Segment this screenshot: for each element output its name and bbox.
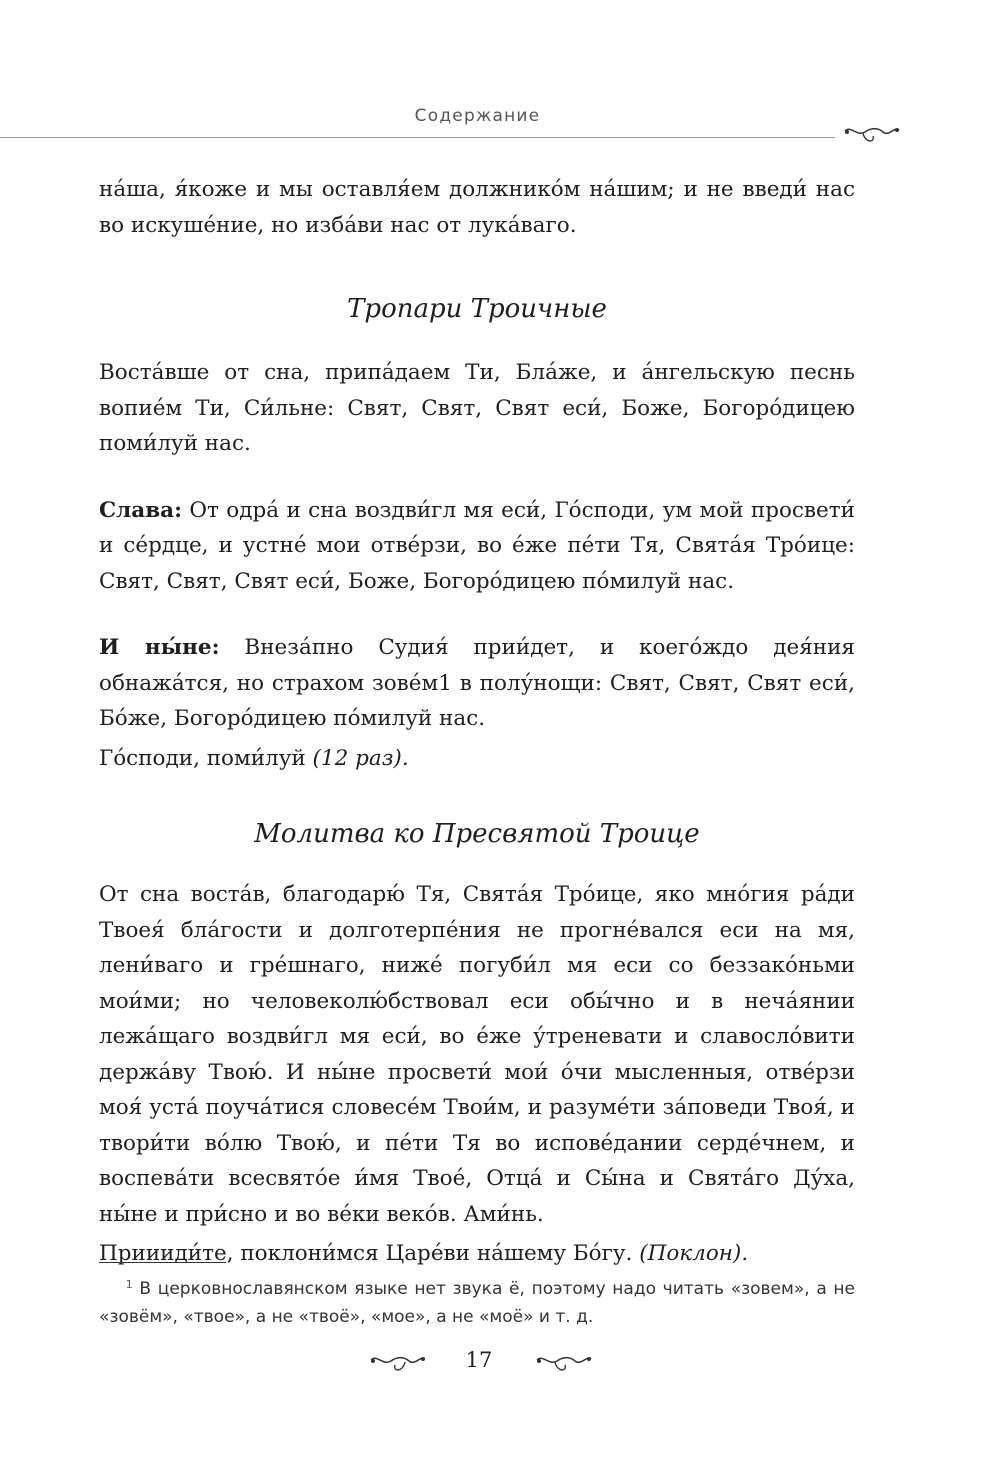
trinity-prayer: От сна воста́в, благодарю́ Тя, Свята́я Тро́ице, яко мно́гия ра́ди Твоея́ бла́гости и долготерпе́ния не прогне́вался еси на мя, лени́ваго и гре́шнаго, ниже́ погуби́л мя еси со беззако́ньми мои́ми; но человеколю́бствовал еси обы́чно и в неча́янии лежа́щаго воздви́гл мя еси́, во е́же у́треневати и славосло́вити держа́ву Твою́. И ны́не просвети́ мои́ о́чи мысленныя, отве́рзи моя́ уста́ поуча́тися словесе́м Твои́м, и разуме́ти за́поведи Твоя́, и твори́ти во́лю Твою́, и пе́ти Тя во испове́дании серде́чнем, и воспева́ти всесвято́е и́мя Твое́, Отца́ и Сы́на и Свята́го Ду́ха, ны́не и при́сно и во ве́ки веко́в. Ами́нь. (99, 882, 855, 1227)
footnote-marker: 1 (125, 1278, 133, 1291)
lord-mercy-note: (12 раз). (312, 745, 409, 771)
flourish-icon (843, 123, 901, 147)
section-title-trinity-prayer: Молитва ко Пресвятой Троице (254, 819, 700, 849)
closing-line (99, 1236, 855, 1272)
page-body (99, 172, 855, 1272)
lord-mercy-text: Го́споди, поми́луй (99, 745, 306, 771)
section-title-troparia: Тропари Троичные (347, 294, 607, 324)
now-text: Внеза́пно Судия́ прии́дет, и коего́ждо дея́ния обнажа́тся, но страхом зове́м1 в полу́нощи: Свят, Свят, Свят еси́, Бо́же, Богоро́дицею по́милуй нас. (99, 635, 855, 731)
footnote (99, 1271, 855, 1331)
closing-text: Приииди́те, поклони́мся Царе́ви на́шему Бо́гу. (99, 1241, 633, 1266)
flourish-left-icon (369, 1352, 427, 1376)
intro-paragraph: на́ша, я́коже и мы оставля́ем должнико́м на́шим; и не введи́ нас во искуше́ние, но изба́ви нас от лука́ваго. (99, 177, 855, 238)
page-number: 17 (465, 1348, 493, 1372)
lord-have-mercy (99, 741, 855, 777)
header-rule (0, 137, 835, 138)
running-title: Содержание (414, 106, 541, 126)
glory-text: От одра́ и сна воздви́гл мя еси́, Го́споди, ум мой просвети́ и се́рдце, и устне́ мои отве́рзи, во е́же пе́ти Тя, Свята́я Тро́ице: Свят, Свят, Свят еси́, Боже, Богоро́дицею по́милуй нас. (99, 497, 855, 594)
flourish-right-icon (535, 1352, 593, 1376)
glory-label: Слава: (99, 497, 183, 523)
closing-note: (Поклон). (639, 1241, 749, 1266)
footnote-text: В церковнославянском языке нет звука ё, поэтому надо читать «зовем», а не «зовём», «твое», а не «твоё», «мое», а не «моё» и т. д. (99, 1279, 855, 1327)
now-label: И ны́не: (99, 635, 220, 660)
footnote-rule (99, 1262, 226, 1263)
troparion-glory (99, 493, 855, 600)
troparion-1: Воста́вше от сна, припа́даем Ти, Бла́же, и а́нгельскую песнь вопие́м Ти, Си́льне: Свят, Свят, Свят еси́, Боже, Богоро́дицею поми́луй нас. (99, 360, 855, 456)
troparion-now (99, 630, 855, 737)
